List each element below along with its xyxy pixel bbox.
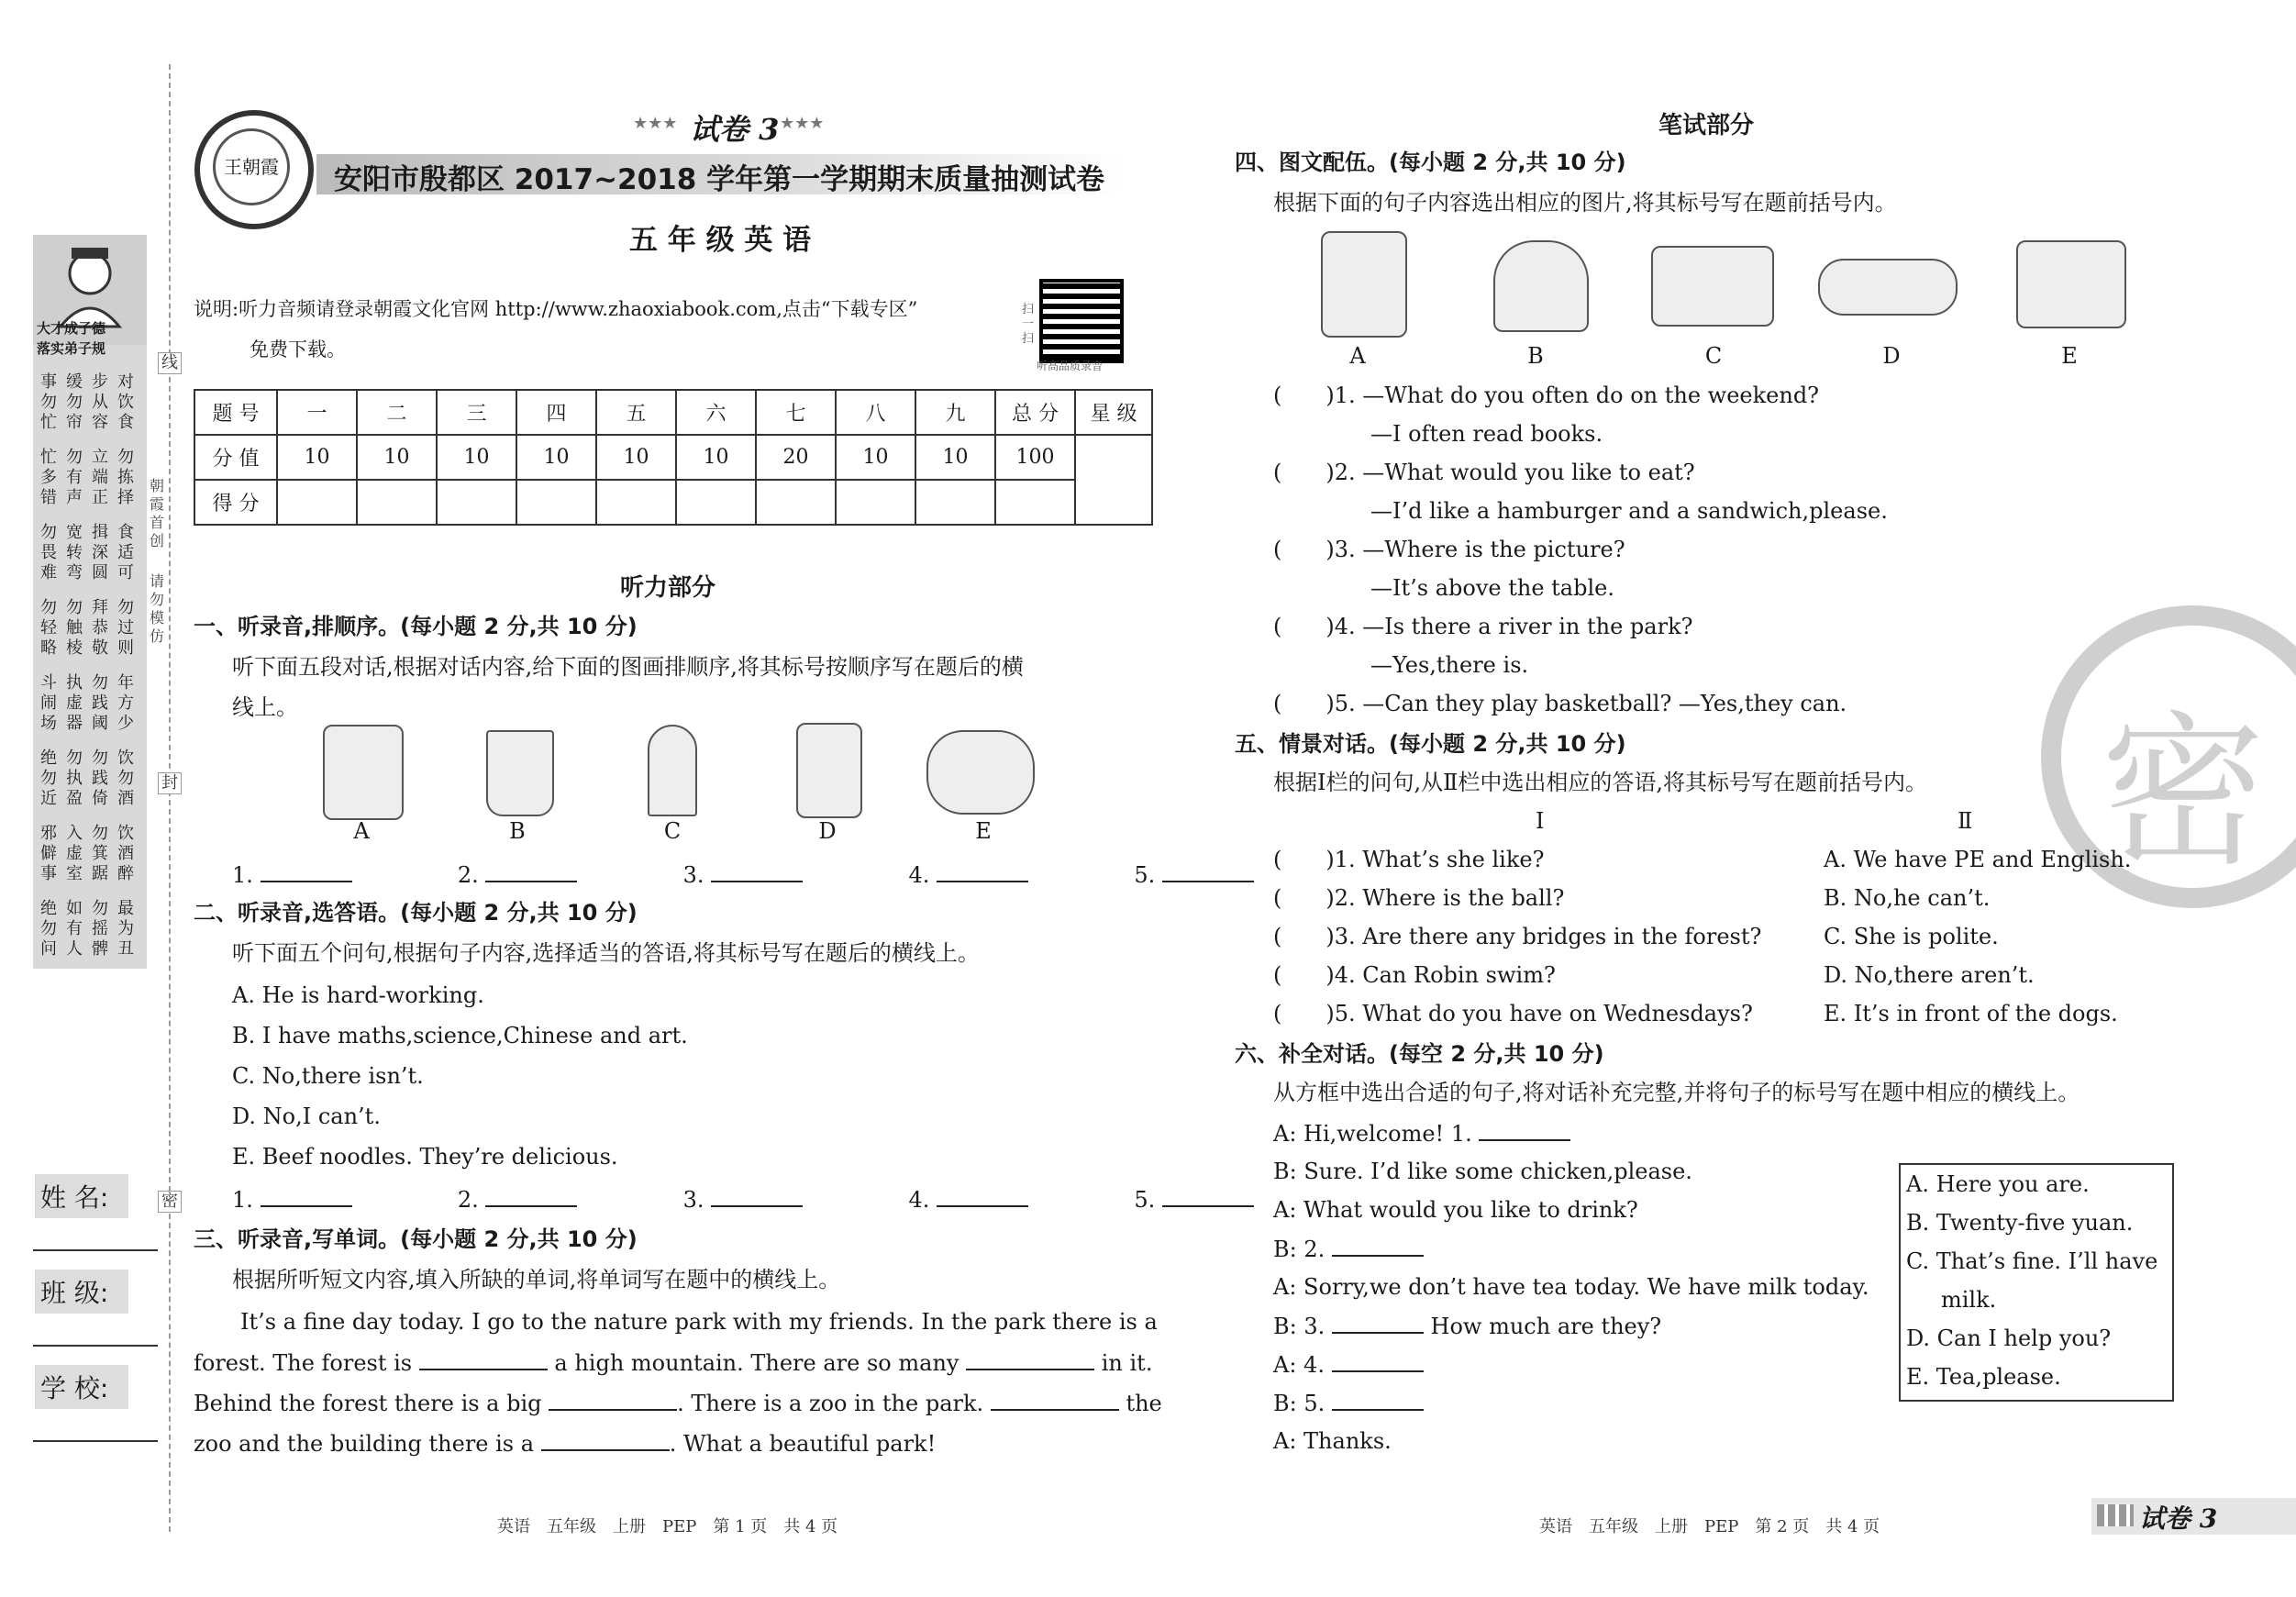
score-input-cell[interactable] — [596, 480, 676, 525]
motto-column: 拜恭敬 — [92, 598, 108, 658]
motto-column: 宽转弯 — [66, 523, 83, 582]
blank-number: 1. — [232, 862, 253, 888]
table-cell: 五 — [596, 390, 676, 435]
answer-blank[interactable] — [261, 1185, 352, 1207]
picture-label-a: A — [1349, 343, 1366, 369]
motto-column: 勿畏难 — [40, 523, 57, 582]
name-field[interactable] — [33, 1249, 158, 1251]
section-1-title: 一、听录音,排顺序。(每小题 2 分,共 10 分) — [194, 614, 638, 639]
name-label: 姓 名: — [35, 1174, 128, 1218]
answer-blank[interactable] — [485, 1185, 577, 1207]
motto-column: 年方少 — [117, 673, 134, 733]
passage-text: zoo and the building there is a — [194, 1431, 535, 1457]
dialog-blank[interactable] — [1332, 1350, 1424, 1372]
motto-column: 揖深圆 — [92, 523, 108, 582]
qr-code[interactable] — [1039, 279, 1124, 363]
table-cell: 星 级 — [1075, 390, 1152, 435]
table-cell: 四 — [516, 390, 596, 435]
score-table-header-row — [194, 390, 1152, 435]
dialog-blank[interactable] — [1479, 1119, 1570, 1141]
table-cell: 10 — [836, 435, 915, 480]
motto-column: 勿践阈 — [92, 673, 108, 733]
motto-column: 勿践倚 — [92, 749, 108, 808]
picture-hamburger-sandwich — [1818, 259, 1958, 316]
s4-answer-1: —I often read books. — [1370, 421, 1603, 447]
score-input-cell[interactable] — [756, 480, 836, 525]
s5-answer-c: C. She is polite. — [1824, 924, 1999, 949]
table-cell: 题 号 — [194, 390, 277, 435]
option-c: C. No,there isn’t. — [232, 1063, 424, 1089]
motto-column: 饮酒醉 — [117, 824, 134, 883]
blank-number: 2. — [457, 1187, 479, 1213]
section-2-instruction: 听下面五个问句,根据句子内容,选择适当的答语,将其标号写在题后的横线上。 — [232, 940, 980, 966]
picture-river-park — [1651, 246, 1774, 327]
score-input-cell[interactable] — [437, 480, 516, 525]
s4-answer-2: —I’d like a hamburger and a sandwich,please. — [1370, 498, 1888, 524]
passage-blank[interactable] — [549, 1389, 677, 1411]
dialog-text: B: 5. — [1273, 1391, 1325, 1416]
s4-answer-3: —It’s above the table. — [1370, 575, 1614, 601]
score-input-cell[interactable] — [995, 480, 1075, 525]
table-cell: 10 — [596, 435, 676, 480]
s4-question-1: ( )1. —What do you often do on the weekend? — [1273, 383, 1820, 408]
motto-column: 勿过则 — [117, 598, 134, 658]
table-cell: 得 分 — [194, 480, 277, 525]
dialog-line — [1273, 1350, 1424, 1379]
score-input-cell[interactable] — [357, 480, 437, 525]
dialog-line — [1273, 1389, 1424, 1417]
dialog-text: A: 4. — [1273, 1352, 1325, 1378]
paper-label: 试卷 3 — [690, 112, 780, 147]
section-5-title: 五、情景对话。(每小题 2 分,共 10 分) — [1235, 731, 1626, 757]
s5-answer-b: B. No,he can’t. — [1824, 885, 1991, 911]
picture-label-c: C — [663, 818, 682, 844]
section-6-instruction: 从方框中选出合适的句子,将对话补充完整,并将句子的标号写在题中相应的横线上。 — [1273, 1080, 2080, 1105]
blank-number: 1. — [232, 1187, 253, 1213]
dialog-text: A: What would you like to drink? — [1273, 1197, 1638, 1223]
s5-question-2: ( )2. Where is the ball? — [1273, 885, 1565, 911]
cut-label-seal: 封 — [158, 772, 182, 794]
passage-line-4 — [194, 1429, 936, 1458]
motto-column: 绝勿问 — [40, 899, 57, 959]
picture-label-c: C — [1704, 343, 1723, 369]
dialog-text: A: Thanks. — [1273, 1428, 1392, 1454]
motto-column: 食适可 — [117, 523, 134, 582]
table-cell: 分 值 — [194, 435, 277, 480]
dialog-line — [1273, 1235, 1424, 1263]
table-cell: 三 — [437, 390, 516, 435]
section-3-instruction: 根据所听短文内容,填入所缺的单词,将单词写在题中的横线上。 — [232, 1267, 841, 1292]
s4-answer-4: —Yes,there is. — [1370, 652, 1529, 678]
score-table-values-row — [194, 435, 1152, 480]
picture-label-d: D — [1882, 343, 1901, 369]
answer-blank[interactable] — [485, 860, 577, 882]
table-cell: 10 — [676, 435, 756, 480]
motto-column: 执虚器 — [66, 673, 83, 733]
picture-label-e: E — [2061, 343, 2078, 369]
class-field[interactable] — [33, 1345, 158, 1347]
column-1-header: Ⅰ — [1536, 808, 1545, 834]
table-cell: 10 — [915, 435, 995, 480]
cut-label-secret: 密 — [158, 1191, 182, 1213]
picture-girl-with-bowl — [323, 725, 404, 820]
box-option-a: A. Here you are. — [1906, 1171, 2090, 1197]
picture-basketball — [1321, 231, 1407, 338]
dialog-text: B: 3. — [1273, 1314, 1325, 1339]
answer-blank[interactable] — [711, 1185, 803, 1207]
section-1-instruction: 听下面五段对话,根据对话内容,给下面的图画排顺序,将其标号按顺序写在题后的横 — [232, 654, 1024, 680]
writing-heading: 笔试部分 — [1658, 112, 1755, 139]
score-input-cell[interactable] — [516, 480, 596, 525]
answer-blank-row-1 — [232, 860, 1254, 889]
table-cell: 八 — [836, 390, 915, 435]
side-text-noimitate: 请勿模仿 — [150, 572, 165, 645]
dialog-line — [1273, 1158, 1692, 1185]
picture-table — [2016, 240, 2126, 328]
picture-reading-girl — [1493, 240, 1589, 332]
exam-title: 安阳市殷都区 2017~2018 学年第一学期期末质量抽测试卷 — [334, 163, 1105, 196]
option-e: E. Beef noodles. They’re delicious. — [232, 1144, 618, 1170]
motto-column: 立端正 — [92, 448, 108, 507]
motto-column: 入虚室 — [66, 824, 83, 883]
footer-left: 英语 五年级 上册 PEP 第 1 页 共 4 页 — [497, 1517, 838, 1536]
stars-right: ★★★ — [780, 114, 825, 133]
s5-answer-a: A. We have PE and English. — [1824, 847, 2132, 872]
motto-column: 勿箕踞 — [92, 824, 108, 883]
picture-dancer — [796, 723, 862, 818]
qr-caption: 听高品质录音 — [1037, 360, 1104, 372]
s4-question-4: ( )4. —Is there a river in the park? — [1273, 614, 1693, 639]
portrait-caption-2: 落实弟子规 — [37, 340, 106, 357]
s5-question-5: ( )5. What do you have on Wednesdays? — [1273, 1001, 1753, 1026]
dialog-text: B: 2. — [1273, 1237, 1325, 1262]
motto-column: 勿触棱 — [66, 598, 83, 658]
dialog-text: B: Sure. I’d like some chicken,please. — [1273, 1159, 1692, 1184]
s4-question-5: ( )5. —Can they play basketball? —Yes,they can. — [1273, 691, 1847, 716]
s5-answer-d: D. No,there aren’t. — [1824, 962, 2035, 988]
blank-number: 5. — [1134, 1187, 1156, 1213]
motto-column: 勿拣择 — [117, 448, 134, 507]
motto-column: 绝勿近 — [40, 749, 57, 808]
option-d: D. No,I can’t. — [232, 1103, 381, 1129]
dialog-line — [1273, 1119, 1570, 1148]
box-option-b: B. Twenty-five yuan. — [1906, 1210, 2134, 1236]
motto-column: 如有人 — [66, 899, 83, 959]
picture-label-e: E — [975, 818, 992, 844]
passage-text: in it. — [1101, 1350, 1153, 1376]
motto-column: 勿执盈 — [66, 749, 83, 808]
footer-tag-pattern — [2097, 1504, 2134, 1526]
passage-text: the — [1126, 1391, 1162, 1416]
picture-cake — [926, 730, 1035, 815]
table-cell: 九 — [915, 390, 995, 435]
answer-blank[interactable] — [711, 860, 803, 882]
seal-watermark-char: 密 — [2101, 697, 2267, 889]
picture-glass — [486, 730, 554, 816]
box-option-e: E. Tea,please. — [1906, 1364, 2061, 1390]
answer-blank[interactable] — [937, 1185, 1028, 1207]
footer-right: 英语 五年级 上册 PEP 第 2 页 共 4 页 — [1539, 1517, 1880, 1536]
listening-heading: 听力部分 — [620, 574, 716, 602]
option-a: A. He is hard-working. — [232, 982, 484, 1008]
passage-text: forest. The forest is — [194, 1350, 413, 1376]
section-4-instruction: 根据下面的句子内容选出相应的图片,将其标号写在题前括号内。 — [1273, 190, 1897, 216]
passage-text: . There is a zoo in the park. — [677, 1391, 984, 1416]
score-table — [194, 389, 1153, 526]
exam-subtitle: 五 年 级 英 语 — [629, 224, 812, 257]
passage-blank[interactable] — [991, 1389, 1119, 1411]
passage-text: a high mountain. There are so many — [554, 1350, 959, 1376]
table-cell: 七 — [756, 390, 836, 435]
blank-number: 5. — [1134, 862, 1156, 888]
answer-blank-row-2 — [232, 1185, 1254, 1214]
dialog-line — [1273, 1196, 1638, 1224]
motto-column: 最为丑 — [117, 899, 134, 959]
answer-blank[interactable] — [261, 860, 352, 882]
picture-ice-cream — [648, 725, 697, 816]
motto-column: 勿轻略 — [40, 598, 57, 658]
passage-blank[interactable] — [419, 1348, 548, 1370]
column-2-header: Ⅱ — [1958, 808, 1973, 834]
picture-label-b: B — [509, 818, 526, 844]
footer-tag: 试卷 3 — [2139, 1503, 2218, 1534]
star-rating-cell[interactable] — [1075, 435, 1152, 525]
s4-question-2: ( )2. —What would you like to eat? — [1273, 460, 1695, 485]
blank-number: 3. — [682, 1187, 704, 1213]
dialog-text: How much are they? — [1430, 1314, 1662, 1339]
dialog-line — [1273, 1427, 1392, 1455]
motto-column: 步从容 — [92, 372, 108, 432]
note-line-1: 说明:听力音频请登录朝霞文化官网 http://www.zhaoxiabook.com,点击“下载专区” — [194, 298, 918, 320]
class-label: 班 级: — [35, 1270, 128, 1314]
school-field[interactable] — [33, 1440, 158, 1442]
passage-line-3 — [194, 1389, 1162, 1417]
motto-column: 事勿忙 — [40, 372, 57, 432]
passage-line-1: It’s a fine day today. I go to the nature park with my friends. In the park there is a — [240, 1309, 1158, 1335]
passage-blank[interactable] — [966, 1348, 1094, 1370]
answer-blank[interactable] — [937, 860, 1028, 882]
s5-question-4: ( )4. Can Robin swim? — [1273, 962, 1556, 988]
score-input-cell[interactable] — [915, 480, 995, 525]
passage-text: . What a beautiful park! — [669, 1431, 937, 1457]
motto-column: 对饮食 — [117, 372, 134, 432]
blank-number: 4. — [908, 862, 930, 888]
section-4-title: 四、图文配伍。(每小题 2 分,共 10 分) — [1235, 150, 1626, 175]
table-cell: 一 — [277, 390, 357, 435]
table-cell: 10 — [277, 435, 357, 480]
option-b: B. I have maths,science,Chinese and art. — [232, 1023, 688, 1048]
dialog-text: A: Sorry,we don’t have tea today. We have milk today. — [1273, 1274, 1869, 1300]
dialog-blank[interactable] — [1332, 1389, 1424, 1411]
table-cell: 10 — [357, 435, 437, 480]
stars-left: ★★★ — [633, 114, 678, 133]
note-line-2: 免费下载。 — [250, 338, 346, 360]
motto-column: 忙多错 — [40, 448, 57, 507]
score-input-cell[interactable] — [277, 480, 357, 525]
portrait-caption-1: 大才成子德 — [37, 320, 106, 337]
table-cell: 10 — [516, 435, 596, 480]
section-2-title: 二、听录音,选答语。(每小题 2 分,共 10 分) — [194, 900, 638, 926]
passage-text: Behind the forest there is a big — [194, 1391, 542, 1416]
s5-answer-e: E. It’s in front of the dogs. — [1824, 1001, 2118, 1026]
box-option-c: C. That’s fine. I’ll have — [1906, 1248, 2158, 1274]
s5-question-3: ( )3. Are there any bridges in the forest? — [1273, 924, 1762, 949]
motto-column: 勿摇髀 — [92, 899, 108, 959]
section-5-instruction: 根据Ⅰ栏的问句,从Ⅱ栏中选出相应的答语,将其标号写在题前括号内。 — [1273, 770, 1928, 795]
picture-label-a: A — [353, 818, 370, 844]
s4-question-3: ( )3. —Where is the picture? — [1273, 537, 1625, 562]
dialog-blank[interactable] — [1332, 1312, 1424, 1334]
cut-line — [169, 64, 171, 1532]
box-option-c-cont: milk. — [1941, 1287, 1997, 1313]
side-text-original: 朝霞首创 — [150, 477, 165, 549]
score-input-cell[interactable] — [836, 480, 915, 525]
box-option-d: D. Can I help you? — [1906, 1325, 2112, 1351]
table-cell: 100 — [995, 435, 1075, 480]
table-cell: 10 — [437, 435, 516, 480]
motto-column: 饮勿酒 — [117, 749, 134, 808]
score-table-score-row — [194, 480, 1152, 525]
dialog-line — [1273, 1273, 1869, 1301]
table-cell: 二 — [357, 390, 437, 435]
s5-question-1: ( )1. What’s she like? — [1273, 847, 1545, 872]
score-input-cell[interactable] — [676, 480, 756, 525]
brand-logo-text: 王朝霞 — [213, 128, 290, 205]
answer-blank[interactable] — [1162, 1185, 1254, 1207]
section-6-title: 六、补全对话。(每空 2 分,共 10 分) — [1235, 1041, 1604, 1067]
cut-label-line: 线 — [158, 352, 182, 374]
section-3-title: 三、听录音,写单词。(每小题 2 分,共 10 分) — [194, 1226, 638, 1252]
table-cell: 20 — [756, 435, 836, 480]
table-cell: 总 分 — [995, 390, 1075, 435]
answer-blank[interactable] — [1162, 860, 1254, 882]
motto-column: 缓勿帘 — [66, 372, 83, 432]
blank-number: 4. — [908, 1187, 930, 1213]
passage-blank[interactable] — [541, 1429, 670, 1451]
table-cell: 六 — [676, 390, 756, 435]
blank-number: 2. — [457, 862, 479, 888]
dialog-line — [1273, 1312, 1661, 1340]
dialog-blank[interactable] — [1332, 1235, 1424, 1257]
school-label: 学 校: — [35, 1365, 128, 1409]
picture-label-d: D — [818, 818, 837, 844]
dialog-text: A: Hi,welcome! 1. — [1273, 1121, 1472, 1147]
picture-label-b: B — [1527, 343, 1544, 369]
section-1-instruction-2: 线上。 — [232, 694, 298, 720]
passage-line-2 — [194, 1348, 1152, 1377]
motto-column: 勿有声 — [66, 448, 83, 507]
qr-side-text: 扫一扫 — [1022, 303, 1035, 346]
motto-column: 邪僻事 — [40, 824, 57, 883]
blank-number: 3. — [682, 862, 704, 888]
motto-column: 斗闹场 — [40, 673, 57, 733]
